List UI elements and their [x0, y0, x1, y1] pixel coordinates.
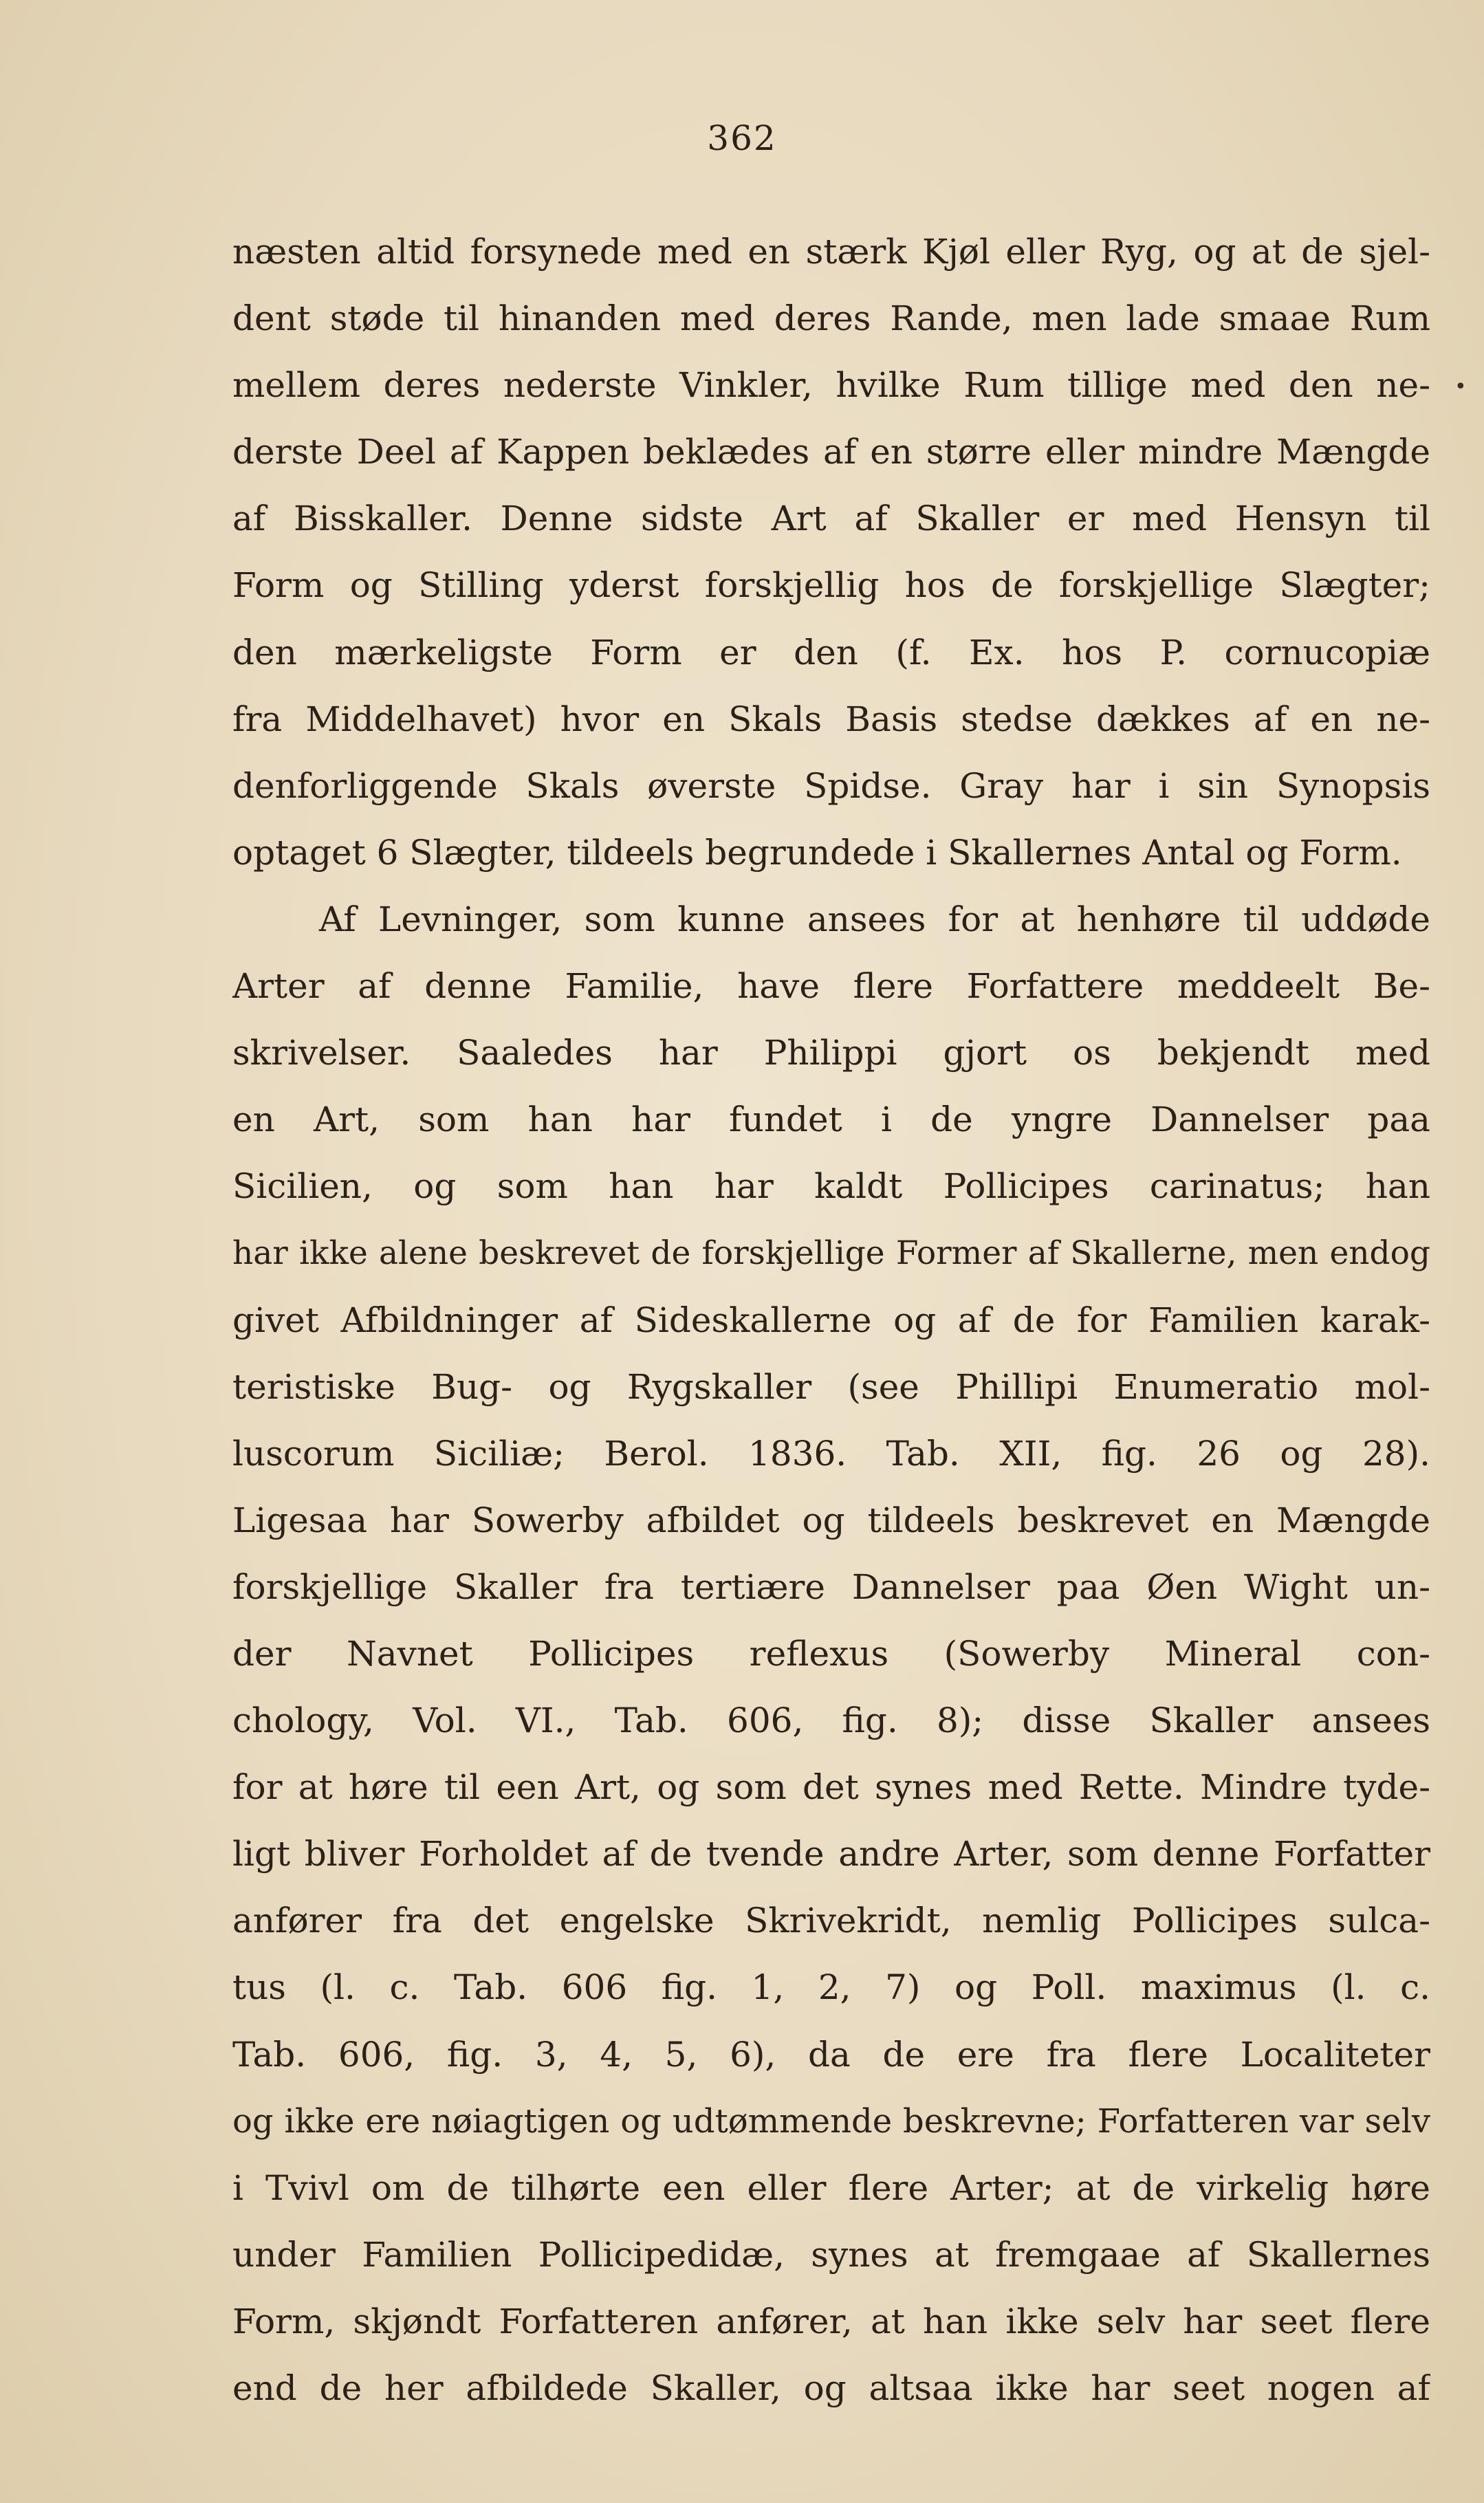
text-line: i Tvivl om de tilhørte een eller flere Arter; at de virkelig høre	[232, 2167, 1430, 2208]
text-line: mellem deres nederste Vinkler, hvilke Rum tillige med den ne-	[232, 365, 1430, 406]
text-line: har ikke alene beskrevet de forskjellige Former af Skallerne, men endog	[232, 1234, 1430, 1273]
text-line: ligt bliver Forholdet af de tvende andre Arter, som denne Forfatter	[232, 1834, 1430, 1874]
page-number: 362	[707, 118, 777, 158]
text-line: Form og Stilling yderst forskjellig hos de forskjellige Slægter;	[232, 565, 1430, 606]
text-line: næsten altid forsynede med en stærk Kjøl eller Ryg, og at de sjel-	[232, 232, 1430, 272]
text-line: optaget 6 Slægter, tildeels begrundede i Skallernes Antal og Form.	[232, 832, 1402, 873]
text-line: den mærkeligste Form er den (f. Ex. hos P. cornucopiæ	[232, 632, 1430, 673]
text-line: skrivelser. Saaledes har Philippi gjort os bekjendt med	[232, 1033, 1430, 1073]
text-line: Arter af denne Familie, have flere Forfattere meddeelt Be-	[232, 966, 1430, 1007]
text-line: givet Afbildninger af Sideskallerne og af de for Familien karak-	[232, 1300, 1430, 1340]
text-line: teristiske Bug- og Rygskaller (see Phillipi Enumeratio mol-	[232, 1366, 1430, 1407]
text-line: luscorum Siciliæ; Berol. 1836. Tab. XII, fig. 26 og 28).	[232, 1433, 1430, 1474]
text-line: tus (l. c. Tab. 606 fig. 1, 2, 7) og Poll. maximus (l. c.	[232, 1967, 1430, 2008]
text-line: Ligesaa har Sowerby afbildet og tildeels beskrevet en Mængde	[232, 1500, 1430, 1540]
text-line: denforliggende Skals øverste Spidse. Gray har i sin Synopsis	[232, 765, 1430, 806]
text-line: derste Deel af Kappen beklædes af en større eller mindre Mængde	[232, 432, 1430, 472]
text-line: under Familien Pollicipedidæ, synes at fremgaae af Skallernes	[232, 2234, 1430, 2275]
text-line: Form, skjøndt Forfatteren anfører, at han ikke selv har seet flere	[232, 2301, 1430, 2341]
text-line: forskjellige Skaller fra tertiære Dannelser paa Øen Wight un-	[232, 1566, 1430, 1607]
text-line: og ikke ere nøiagtigen og udtømmende beskrevne; Forfatteren var selv	[232, 2101, 1430, 2141]
body-text	[232, 219, 1430, 2422]
text-line: Sicilien, og som han har kaldt Pollicipes carinatus; han	[232, 1166, 1430, 1207]
text-line: end de her afbildede Skaller, og altsaa ikke har seet nogen af	[232, 2368, 1430, 2408]
text-line: for at høre til een Art, og som det synes med Rette. Mindre tyde-	[232, 1767, 1430, 1808]
margin-mark: •	[1454, 375, 1467, 399]
text-line: chology, Vol. VI., Tab. 606, fig. 8); disse Skaller ansees	[232, 1701, 1430, 1741]
text-line: af Bisskaller. Denne sidste Art af Skaller er med Hensyn til	[232, 499, 1430, 539]
text-line: der Navnet Pollicipes reflexus (Sowerby Mineral con-	[232, 1633, 1430, 1674]
text-line: dent støde til hinanden med deres Rande, men lade smaae Rum	[232, 298, 1430, 339]
text-line: Af Levninger, som kunne ansees for at henhøre til uddøde	[319, 899, 1430, 939]
text-line: Tab. 606, fig. 3, 4, 5, 6), da de ere fra flere Localiteter	[232, 2034, 1430, 2075]
text-line: en Art, som han har fundet i de yngre Dannelser paa	[232, 1100, 1430, 1140]
text-line: fra Middelhavet) hvor en Skals Basis stedse dækkes af en ne-	[232, 699, 1430, 739]
text-line: anfører fra det engelske Skrivekridt, nemlig Pollicipes sulca-	[232, 1901, 1430, 1941]
